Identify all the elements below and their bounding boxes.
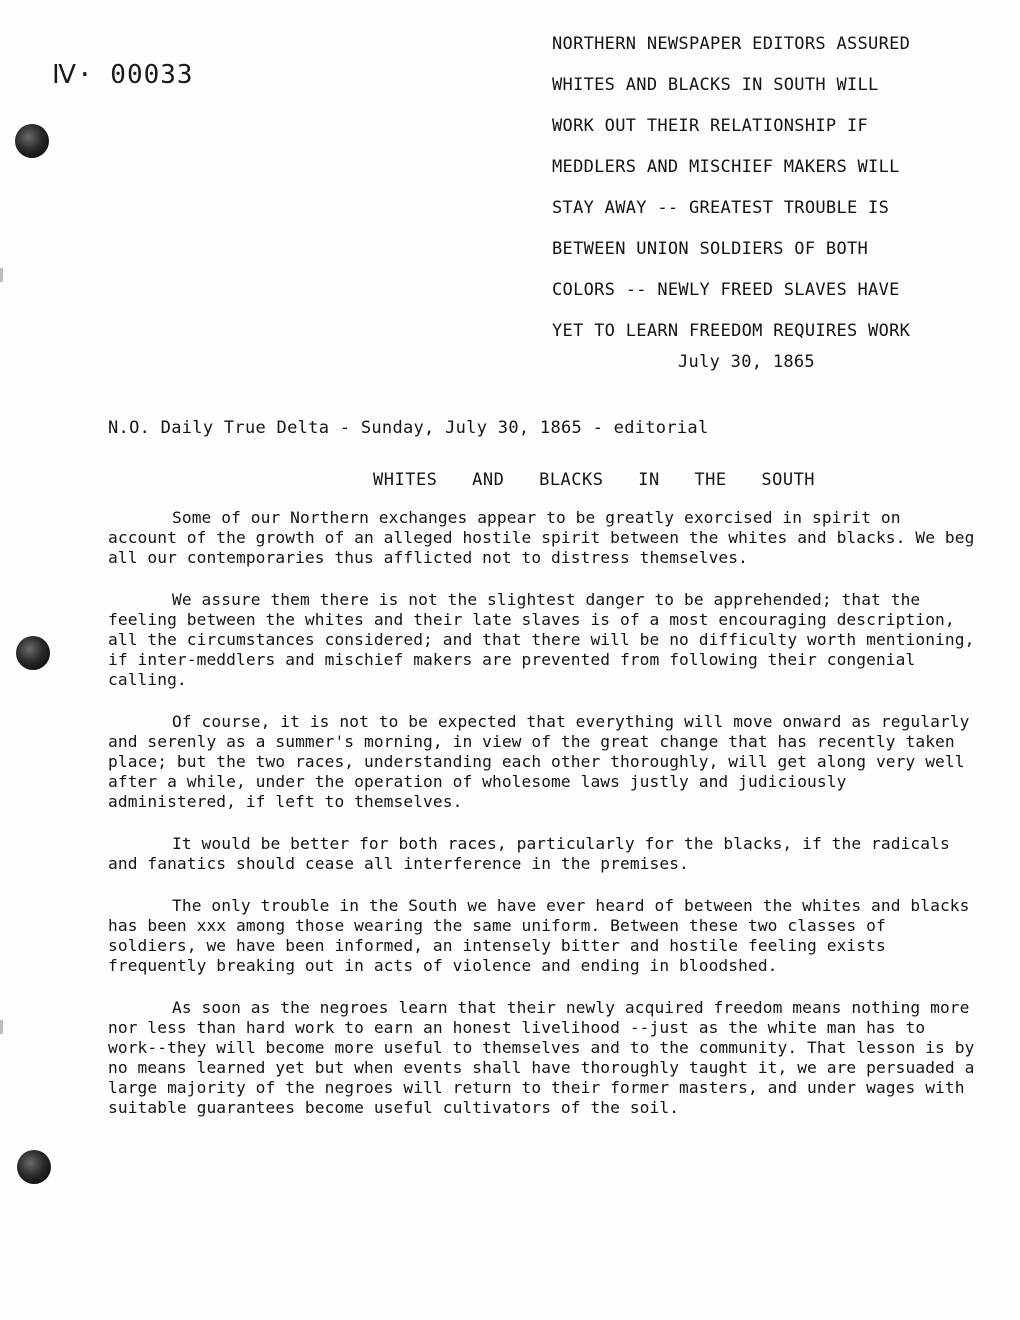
margin-mark — [0, 1020, 3, 1034]
paragraph: The only trouble in the South we have ever heard of between the whites and blacks has been xxx among those wearing the same uniform. Between these two classes of soldiers, we have been informed, an intensely bitter and hostile feeling exists frequently breaking out in acts of violence and ending in bloodshed. — [108, 896, 970, 975]
headline-line: NORTHERN NEWSPAPER EDITORS ASSURED — [552, 34, 911, 54]
headline-line: MEDDLERS AND MISCHIEF MAKERS WILL — [552, 157, 900, 177]
punch-hole-bottom — [17, 1150, 51, 1184]
headline-line: YET TO LEARN FREEDOM REQUIRES WORK — [552, 321, 911, 341]
headline-line: COLORS -- NEWLY FREED SLAVES HAVE — [552, 280, 900, 300]
headline-line: WORK OUT THEIR RELATIONSHIP IF — [552, 116, 869, 136]
paragraph: Of course, it is not to be expected that everything will move onward as regularly and serenly as a summer's morning, in view of the great change that has recently taken place; but the two races, understanding each other thoroughly, will get along very well after a while, under the operation of wholesome laws justly and judiciously administered, if left to themselves. — [108, 712, 970, 811]
source-line: N.O. Daily True Delta - Sunday, July 30, 1865 - editorial — [108, 418, 709, 438]
headline-date: July 30, 1865 — [678, 352, 815, 372]
margin-mark — [0, 268, 3, 282]
paragraph: As soon as the negroes learn that their newly acquired freedom means nothing more nor less than hard work to earn an honest livelihood --just as the white man has to work--they will become more useful to themselves and to the community. That lesson is by no means learned yet but when events shall have thoroughly taught it, we are persuaded a large majority of the negroes will return to their former masters, and under wages with suitable guarantees become useful cultivators of the soil. — [108, 998, 975, 1117]
folio-number: Ⅳ· 00033 — [52, 60, 194, 90]
article-title: WHITES AND BLACKS IN THE SOUTH — [373, 470, 816, 490]
punch-hole-top — [15, 124, 49, 158]
punch-hole-middle — [16, 636, 50, 670]
headline-line: STAY AWAY -- GREATEST TROUBLE IS — [552, 198, 890, 218]
article-body — [108, 508, 976, 1140]
paragraph: It would be better for both races, particularly for the blacks, if the radicals and fanatics should cease all interference in the premises. — [108, 834, 950, 873]
paragraph: We assure them there is not the slightest danger to be apprehended; that the feeling between the whites and their late slaves is of a most encouraging description, all the circumstances considered; and that there will be no difficulty worth mentioning, if inter-meddlers and mischief makers are prevented from following their congenial calling. — [108, 590, 975, 689]
headline-line: BETWEEN UNION SOLDIERS OF BOTH — [552, 239, 869, 259]
headline-block — [552, 24, 992, 352]
headline-line: WHITES AND BLACKS IN SOUTH WILL — [552, 75, 879, 95]
paragraph: Some of our Northern exchanges appear to be greatly exorcised in spirit on account of the growth of an alleged hostile spirit between the whites and blacks. We beg all our contemporaries thus afflicted not to distress themselves. — [108, 508, 975, 567]
